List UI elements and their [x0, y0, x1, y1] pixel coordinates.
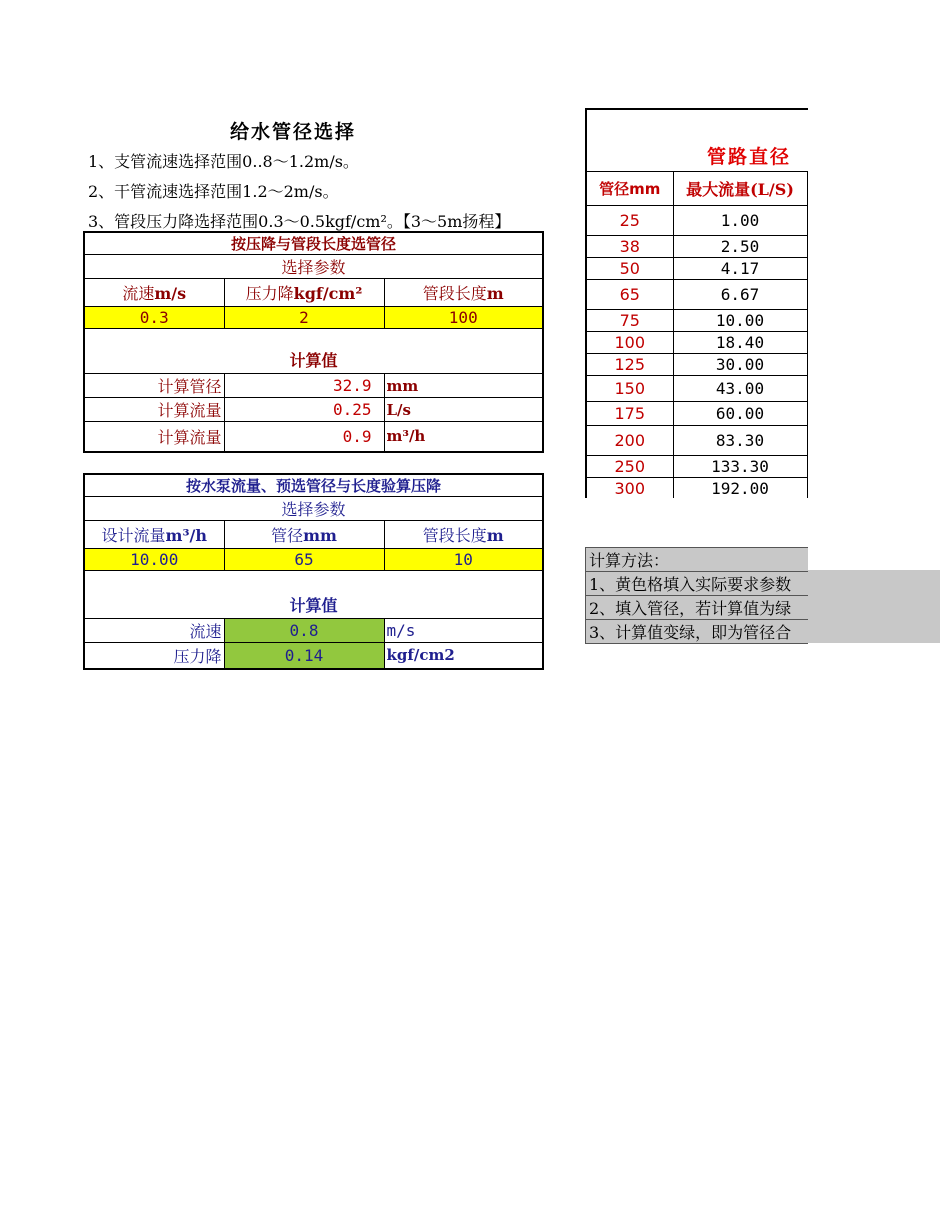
ref-extra: [807, 331, 808, 353]
ref-max-flow: 192.00: [673, 477, 807, 498]
table1-subheading: 选择参数: [84, 255, 543, 279]
calc-diameter-unit: mm: [384, 374, 543, 398]
ref-diameter: 175: [586, 401, 673, 425]
ref-extra: [807, 309, 808, 331]
ref-row: [586, 331, 808, 353]
calc-flow-m3h-unit: m³/h: [384, 422, 543, 452]
calc-pressure-label: 压力降: [84, 643, 224, 669]
ref-extra: [807, 257, 808, 279]
ref-extra: [807, 401, 808, 425]
ref-max-flow: 4.17: [673, 257, 807, 279]
ref-row: [586, 375, 808, 401]
ref-diameter: 75: [586, 309, 673, 331]
ref-max-flow: 6.67: [673, 279, 807, 309]
ref-max-flow: 10.00: [673, 309, 807, 331]
pressure-input[interactable]: 2: [224, 307, 384, 329]
table2-col-length: 管段长度m: [384, 521, 543, 549]
calc-diameter-value: 32.9: [224, 374, 384, 398]
ref-diameter: 65: [586, 279, 673, 309]
method-table: [585, 547, 808, 644]
table2-calc-heading: 计算值: [84, 571, 543, 619]
calc-flow-m3h-label: 计算流量: [84, 422, 224, 452]
ref-max-flow: 133.30: [673, 455, 807, 477]
ref-row: [586, 205, 808, 235]
ref-col-diameter: 管径mm: [586, 171, 673, 205]
table1-heading: 按压降与管段长度选管径: [84, 232, 543, 255]
method-line-1: 1、黄色格填入实际要求参数: [586, 572, 809, 596]
ref-col-extra: [807, 171, 808, 205]
table1-col-velocity: 流速m/s: [84, 279, 224, 307]
pipe-diameter-reference-table: [585, 108, 808, 498]
reference-panel: [585, 108, 808, 498]
ref-extra: [807, 353, 808, 375]
note-3: 3、管段压力降选择范围0.3～0.5kgf/cm²。【3～5m扬程】: [88, 212, 511, 231]
ref-row: [586, 235, 808, 257]
table2-subheading: 选择参数: [84, 497, 543, 521]
ref-row: [586, 257, 808, 279]
calc-velocity-value: 0.8: [224, 619, 384, 643]
reference-title-cell: [586, 109, 808, 171]
ref-extra: [807, 477, 808, 498]
page-title: 给水管径选择: [230, 121, 357, 143]
ref-diameter: 300: [586, 477, 673, 498]
ref-row: [586, 353, 808, 375]
method-panel: [585, 547, 808, 645]
table1-col-pressure: 压力降kgf/cm²: [224, 279, 384, 307]
ref-diameter: 200: [586, 425, 673, 455]
length-input[interactable]: 100: [384, 307, 543, 329]
ref-extra: [807, 235, 808, 257]
ref-row: [586, 279, 808, 309]
design-flow-input[interactable]: 10.00: [84, 549, 224, 571]
method-line-2: 2、填入管径，若计算值为绿: [586, 596, 809, 620]
calc-flow-ls-unit: L/s: [384, 398, 543, 422]
calc-pressure-unit: kgf/cm2: [384, 643, 543, 669]
ref-max-flow: 60.00: [673, 401, 807, 425]
table2-col-flow: 设计流量m³/h: [84, 521, 224, 549]
ref-diameter: 38: [586, 235, 673, 257]
ref-diameter: 250: [586, 455, 673, 477]
calc-flow-m3h-value: 0.9: [224, 422, 384, 452]
ref-diameter: 125: [586, 353, 673, 375]
ref-extra: [807, 279, 808, 309]
ref-extra: [807, 205, 808, 235]
calc-diameter-label: 计算管径: [84, 374, 224, 398]
ref-extra: [807, 375, 808, 401]
method-heading: 计算方法：: [586, 548, 809, 572]
table2-col-diameter: 管径mm: [224, 521, 384, 549]
reference-title: 管路直径: [707, 145, 792, 168]
ref-diameter: 100: [586, 331, 673, 353]
ref-row: [586, 455, 808, 477]
ref-max-flow: 1.00: [673, 205, 807, 235]
ref-extra: [807, 425, 808, 455]
calc-velocity-label: 流速: [84, 619, 224, 643]
ref-max-flow: 30.00: [673, 353, 807, 375]
ref-row: [586, 401, 808, 425]
table1-col-length: 管段长度m: [384, 279, 543, 307]
calc-flow-ls-value: 0.25: [224, 398, 384, 422]
pump-check-table: [83, 473, 544, 670]
ref-max-flow: 83.30: [673, 425, 807, 455]
ref-diameter: 25: [586, 205, 673, 235]
ref-extra: [807, 455, 808, 477]
length2-input[interactable]: 10: [384, 549, 543, 571]
note-1: 1、支管流速选择范围0..8～1.2m/s。: [88, 152, 359, 171]
ref-diameter: 150: [586, 375, 673, 401]
note-2: 2、干管流速选择范围1.2～2m/s。: [88, 182, 339, 201]
velocity-input[interactable]: 0.3: [84, 307, 224, 329]
ref-row: [586, 477, 808, 498]
method-line-3: 3、计算值变绿，即为管径合: [586, 620, 809, 644]
calc-flow-ls-label: 计算流量: [84, 398, 224, 422]
diameter-input[interactable]: 65: [224, 549, 384, 571]
ref-row: [586, 309, 808, 331]
ref-col-flow: 最大流量(L/S): [673, 171, 807, 205]
ref-max-flow: 2.50: [673, 235, 807, 257]
ref-row: [586, 425, 808, 455]
ref-diameter: 50: [586, 257, 673, 279]
table2-heading: 按水泵流量、预选管径与长度验算压降: [84, 474, 543, 497]
ref-max-flow: 43.00: [673, 375, 807, 401]
table1-calc-heading: 计算值: [84, 329, 543, 374]
ref-max-flow: 18.40: [673, 331, 807, 353]
method-overflow-shade: [808, 570, 940, 643]
calc-velocity-unit: m/s: [384, 619, 543, 643]
calc-pressure-value: 0.14: [224, 643, 384, 669]
pressure-drop-table: [83, 231, 544, 453]
